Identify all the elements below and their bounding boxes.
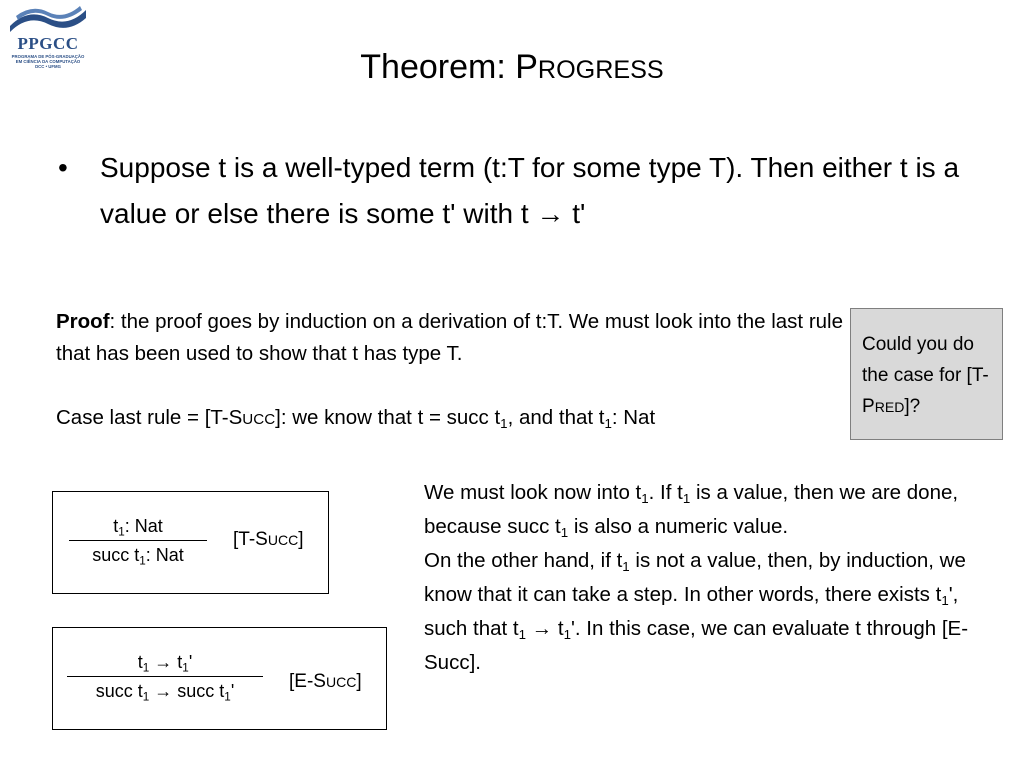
conclusion-sub-2: 1 bbox=[224, 690, 231, 704]
p2-sub-3: 1 bbox=[518, 626, 526, 642]
premise-b: → t bbox=[149, 652, 183, 672]
conclusion-b: → succ t bbox=[149, 681, 225, 701]
question-text-a: Could you do the case for [T-P bbox=[862, 334, 989, 417]
conclusion-a: succ t bbox=[92, 545, 140, 565]
rule-box-t-succ bbox=[52, 491, 329, 594]
case-text-a: Case last rule = [T-S bbox=[56, 406, 243, 429]
p2-c: ', such that t bbox=[424, 583, 959, 640]
inference-rule bbox=[69, 514, 207, 567]
premise-sub: 1 bbox=[118, 525, 125, 539]
case-text-b: ]: we know that t = succ t bbox=[275, 406, 501, 429]
p1-sub-3: 1 bbox=[560, 524, 569, 540]
p2-sub-1: 1 bbox=[622, 558, 630, 574]
case-sub-1: 1 bbox=[500, 415, 508, 431]
logo-line-1: PROGRAMA DE PÓS-GRADUAÇÃO bbox=[11, 54, 85, 59]
p2-sub-2: 1 bbox=[941, 592, 949, 608]
p2-d: → t bbox=[526, 617, 564, 640]
bullet-dot-icon: • bbox=[58, 152, 68, 183]
rule-name bbox=[289, 671, 362, 693]
p1-sub-2: 1 bbox=[682, 490, 691, 506]
rule-conclusion bbox=[69, 543, 207, 567]
rule-name-smallcaps: UCC bbox=[325, 674, 357, 690]
case-text-d: : Nat bbox=[611, 406, 656, 429]
rule-name-a: [E-S bbox=[289, 671, 326, 692]
proof-text: : the proof goes by induction on a derivation of t:T. We must look into the last rule that has been used to show that t has type T. bbox=[56, 310, 844, 365]
proof-block bbox=[56, 306, 846, 436]
p1-b: . If t bbox=[648, 481, 683, 504]
rule-name-smallcaps: UCC bbox=[267, 532, 299, 548]
conclusion-a: succ t bbox=[95, 681, 143, 701]
question-box bbox=[850, 308, 1003, 440]
logo-line-2: EM CIÊNCIA DA COMPUTAÇÃO bbox=[15, 59, 81, 64]
premise-c: ' bbox=[188, 652, 193, 672]
explanation-block bbox=[424, 476, 1004, 680]
question-smallcaps: RED bbox=[874, 399, 905, 415]
p2-e: '. In this case, we can evaluate t through [E-Succ]. bbox=[424, 617, 969, 674]
premise-a: t bbox=[137, 652, 143, 672]
rule-premise bbox=[69, 514, 207, 538]
p2-a: On the other hand, if t bbox=[424, 549, 623, 572]
premise-a: t bbox=[113, 516, 119, 536]
explanation-paragraph-2 bbox=[424, 544, 1004, 680]
logo-acronym: PPGCC bbox=[17, 34, 79, 53]
case-sub-2: 1 bbox=[604, 415, 612, 431]
case-text-c: , and that t bbox=[507, 406, 605, 429]
premise-b: : Nat bbox=[124, 516, 163, 536]
rule-name-b: ] bbox=[356, 671, 362, 692]
explanation-paragraph-1 bbox=[424, 476, 1004, 544]
conclusion-c: ' bbox=[230, 681, 235, 701]
inference-rule bbox=[67, 650, 263, 703]
premise-sub-2: 1 bbox=[182, 661, 189, 675]
p2-sub-4: 1 bbox=[563, 626, 571, 642]
question-text-b: ]? bbox=[904, 396, 921, 417]
p1-d: is also a numeric value. bbox=[568, 515, 789, 538]
p1-a: We must look now into t bbox=[424, 481, 642, 504]
rule-conclusion bbox=[67, 679, 263, 703]
slide-title bbox=[0, 48, 1024, 87]
logo-wave-icon bbox=[8, 4, 88, 34]
bullet-text: Suppose t is a well-typed term (t:T for some type T). Then either t is a value or else there is some t' with t → t' bbox=[100, 152, 960, 229]
p1-sub-1: 1 bbox=[641, 490, 649, 506]
rule-name-b: ] bbox=[298, 529, 304, 550]
premise-sub-1: 1 bbox=[142, 661, 150, 675]
title-smallcaps: ROGRESS bbox=[537, 56, 664, 84]
rule-name-a: [T-S bbox=[233, 529, 268, 550]
proof-paragraph bbox=[56, 306, 846, 370]
conclusion-sub-1: 1 bbox=[142, 690, 150, 704]
title-prefix: Theorem: P bbox=[360, 48, 538, 86]
conclusion-sub: 1 bbox=[139, 554, 146, 568]
logo-line-3: DCC • UFMG bbox=[35, 64, 61, 69]
case-smallcaps: UCC bbox=[242, 411, 276, 428]
proof-label: Proof bbox=[56, 310, 110, 333]
case-line bbox=[56, 402, 846, 436]
p2-b: is not a value, then, by induction, we know that it can take a step. In other words, there exists t bbox=[424, 549, 966, 606]
conclusion-b: : Nat bbox=[145, 545, 184, 565]
p1-c: is a value, then we are done, because succ t bbox=[424, 481, 959, 538]
rule-bar bbox=[67, 676, 263, 677]
rule-box-e-succ bbox=[52, 627, 387, 730]
rule-name bbox=[233, 529, 304, 551]
rule-premise bbox=[67, 650, 263, 674]
rule-bar bbox=[69, 540, 207, 541]
